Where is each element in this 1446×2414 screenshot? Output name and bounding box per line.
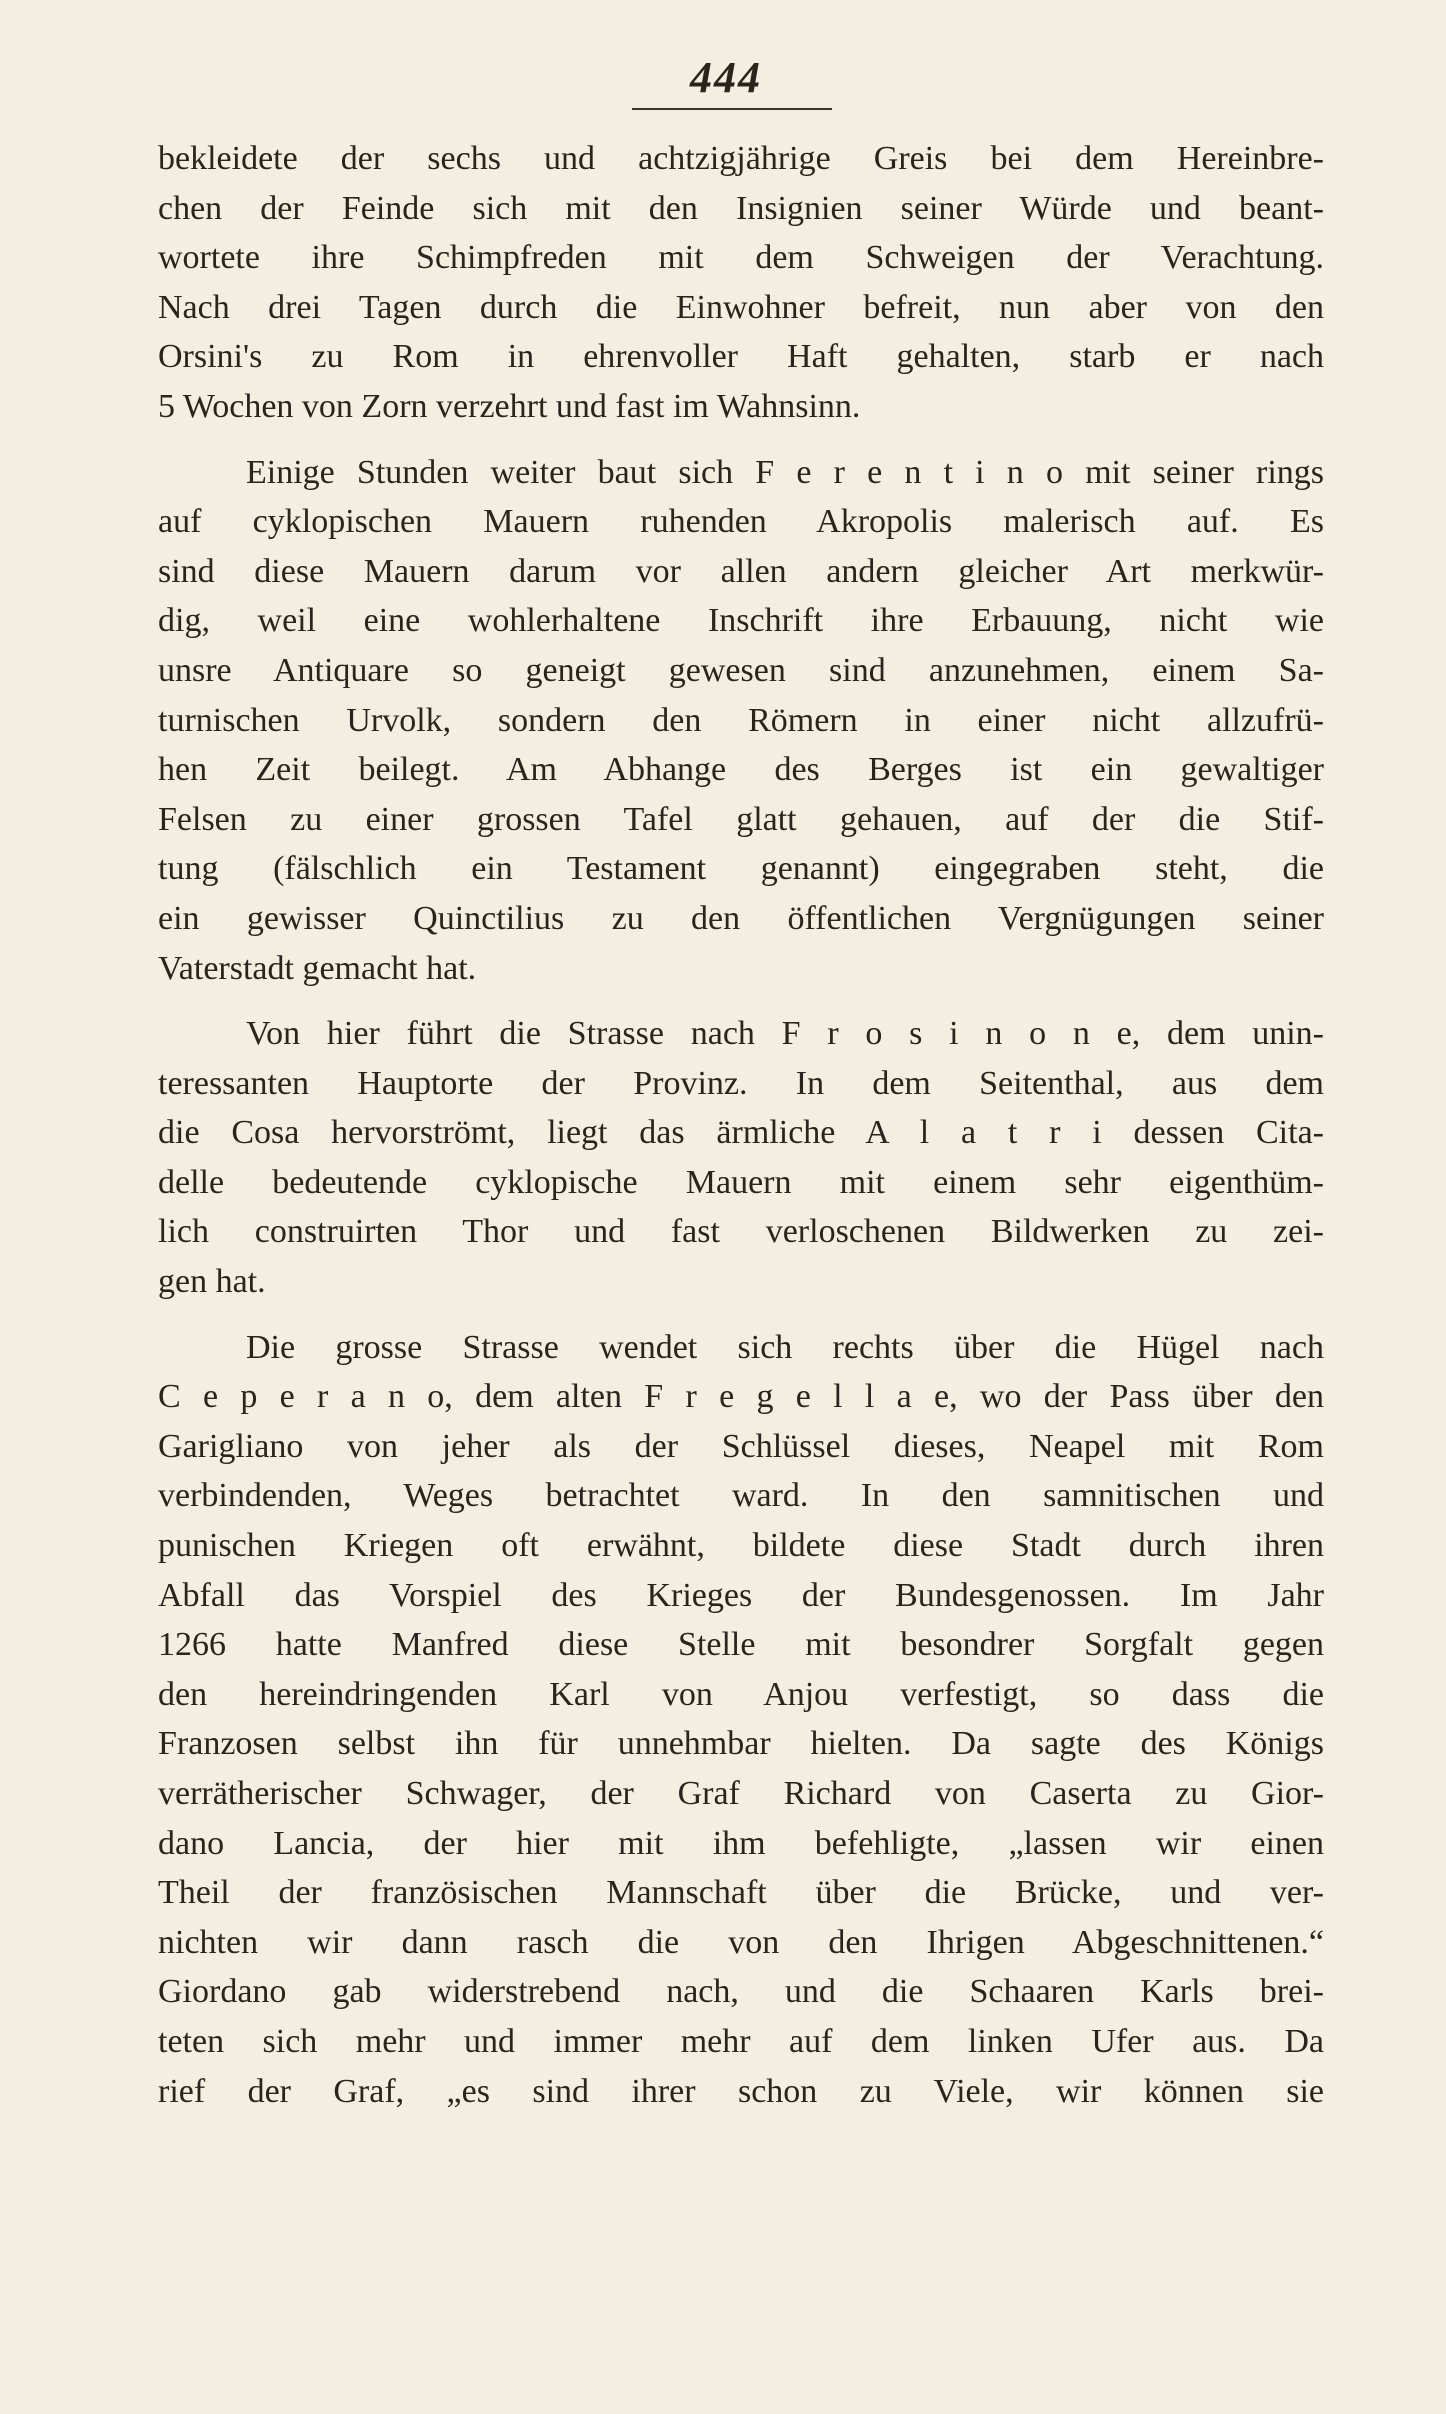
text-line: Orsini's zu Rom in ehrenvoller Haft gehalten, starb er nach: [158, 338, 1324, 376]
text-line: 5 Wochen von Zorn verzehrt und fast im Wahnsinn.: [158, 387, 861, 425]
text-line: delle bedeutende cyklopische Mauern mit einem sehr eigenthüm-: [158, 1163, 1324, 1201]
text-line: wortete ihre Schimpfreden mit dem Schweigen der Verachtung.: [158, 239, 1324, 277]
text-line: lich construirten Thor und fast verloschenen Bildwerken zu zei-: [158, 1213, 1324, 1251]
paragraph: [158, 448, 1324, 994]
text-line: Einige Stunden weiter baut sich F e r e n t i n o mit seiner rings: [246, 453, 1324, 491]
text-line: nichten wir dann rasch die von den Ihrigen Abgeschnittenen.“: [158, 1923, 1324, 1961]
text-line: turnischen Urvolk, sondern den Römern in einer nicht allzufrü-: [158, 701, 1324, 739]
text-line: Garigliano von jeher als der Schlüssel dieses, Neapel mit Rom: [158, 1427, 1324, 1465]
page-number: 444: [690, 53, 762, 102]
text-line: teten sich mehr und immer mehr auf dem linken Ufer aus. Da: [158, 2022, 1324, 2060]
text-line: unsre Antiquare so geneigt gewesen sind anzunehmen, einem Sa-: [158, 651, 1324, 689]
text-line: Abfall das Vorspiel des Krieges der Bundesgenossen. Im Jahr: [158, 1576, 1324, 1614]
text-line: verrätherischer Schwager, der Graf Richard von Caserta zu Gior-: [158, 1775, 1324, 1812]
text-line: bekleidete der sechs und achtzigjährige Greis bei dem Hereinbre-: [158, 140, 1324, 177]
text-line: dig, weil eine wohlerhaltene Inschrift ihre Erbauung, nicht wie: [158, 602, 1324, 640]
text-line: dano Lancia, der hier mit ihm befehligte, „lassen wir einen: [158, 1824, 1324, 1862]
text-line: 1266 hatte Manfred diese Stelle mit besondrer Sorgfalt gegen: [158, 1626, 1324, 1664]
text-line: Vaterstadt gemacht hat.: [158, 949, 477, 987]
text-line: Franzosen selbst ihn für unnehmbar hielten. Da sagte des Königs: [158, 1725, 1324, 1763]
text-line: Nach drei Tagen durch die Einwohner befreit, nun aber von den: [158, 288, 1324, 326]
paragraph: [158, 134, 1324, 432]
text-line: Die grosse Strasse wendet sich rechts über die Hügel nach: [246, 1328, 1324, 1366]
text-line: gen hat.: [158, 1263, 266, 1301]
body-text: [158, 134, 1324, 2116]
text-line: tung (fälschlich ein Testament genannt) eingegraben steht, die: [158, 850, 1324, 888]
text-line: die Cosa hervorströmt, liegt das ärmliche A l a t r i dessen Cita-: [158, 1114, 1324, 1152]
text-line: auf cyklopischen Mauern ruhenden Akropolis malerisch auf. Es: [158, 503, 1324, 541]
text-line: Theil der französischen Mannschaft über die Brücke, und ver-: [158, 1874, 1324, 1912]
text-line: C e p e r a n o, dem alten F r e g e l l a e, wo der Pass über den: [158, 1378, 1324, 1416]
text-line: Von hier führt die Strasse nach F r o s i n o n e, dem unin-: [246, 1015, 1324, 1053]
text-line: ein gewisser Quinctilius zu den öffentlichen Vergnügungen seiner: [158, 899, 1324, 937]
text-line: verbindenden, Weges betrachtet ward. In den samnitischen und: [158, 1477, 1324, 1515]
header-rule: [632, 108, 832, 110]
text-line: rief der Graf, „es sind ihrer schon zu Viele, wir können sie: [158, 2072, 1324, 2110]
text-line: chen der Feinde sich mit den Insignien seiner Würde und beant-: [158, 189, 1324, 227]
text-line: teressanten Hauptorte der Provinz. In dem Seitenthal, aus dem: [158, 1064, 1324, 1102]
paragraph: [158, 1009, 1324, 1307]
text-line: Giordano gab widerstrebend nach, und die Schaaren Karls brei-: [158, 1973, 1324, 2011]
text-line: hen Zeit beilegt. Am Abhange des Berges ist ein gewaltiger: [158, 751, 1324, 789]
text-line: den hereindringenden Karl von Anjou verfestigt, so dass die: [158, 1675, 1324, 1713]
text-line: sind diese Mauern darum vor allen andern gleicher Art merkwür-: [158, 552, 1324, 590]
paragraph: [158, 1323, 1324, 2117]
text-line: Felsen zu einer grossen Tafel glatt gehauen, auf der die Stif-: [158, 800, 1324, 838]
text-line: punischen Kriegen oft erwähnt, bildete diese Stadt durch ihren: [158, 1527, 1324, 1565]
